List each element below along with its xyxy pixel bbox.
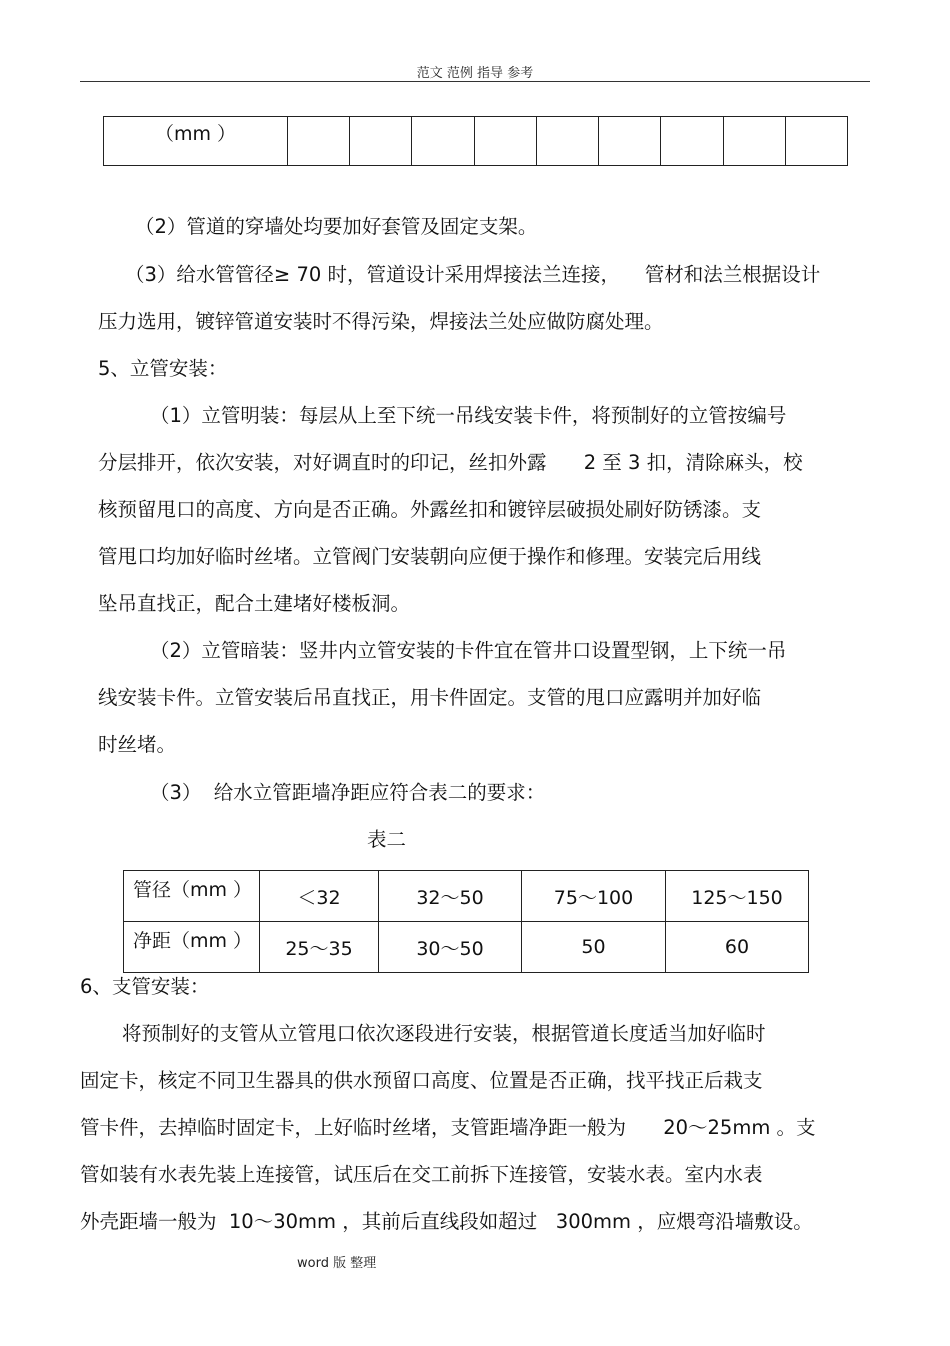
table-cell (350, 117, 412, 166)
paragraph-line: 管甩口均加好临时丝堵。立管阀门安装朝向应便于操作和修理。安装完后用线 (98, 545, 762, 568)
paragraph-line: （1）立管明装：每层从上至下统一吊线安装卡件，将预制好的立管按编号 (150, 404, 787, 427)
paragraph-line: 分层排开，依次安装，对好调直时的印记，丝扣外露 2 至 3 扣，清除麻头，校 (98, 451, 803, 474)
table-row (104, 117, 848, 166)
table-cell (288, 117, 350, 166)
paragraph-line: 外壳距墙一般为 10～30mm ，其前后直线段如超过 300mm ，应煨弯沿墙敷设。 (80, 1210, 813, 1233)
table-header-cell: 管径（mm ） (124, 871, 260, 922)
paragraph-line: 坠吊直找正，配合土建堵好楼板洞。 (98, 592, 411, 615)
paragraph-line: 线安装卡件。立管安装后吊直找正，用卡件固定。支管的甩口应露明并加好临 (98, 686, 762, 709)
header-divider (80, 81, 870, 82)
page-footer: word 版 整理 (297, 1256, 377, 1271)
paragraph-line: 核预留甩口的高度、方向是否正确。外露丝扣和镀锌层破损处刷好防锈漆。支 (98, 498, 762, 521)
section-heading: 6、支管安装： (80, 975, 210, 998)
section-heading: 5、立管安装： (98, 357, 228, 380)
paragraph-line: （3）给水管管径≥ 70 时，管道设计采用焊接法兰连接， 管材和法兰根据设计 (125, 263, 821, 286)
table-cell (474, 117, 536, 166)
table-header-cell: 净距（mm ） (124, 922, 260, 973)
paragraph-line: 时丝堵。 (98, 733, 177, 756)
table-cell (723, 117, 785, 166)
table-cell (785, 117, 847, 166)
table-cell: 32～50 (379, 871, 522, 922)
table-row (124, 922, 809, 973)
paragraph-line: 固定卡，核定不同卫生器具的供水预留口高度、位置是否正确，找平找正后栽支 (80, 1069, 763, 1092)
paragraph-line: 管卡件，去掉临时固定卡，上好临时丝堵，支管距墙净距一般为 20～25mm 。支 (80, 1116, 816, 1139)
table-cell (536, 117, 598, 166)
table-cell: ＜32 (260, 871, 379, 922)
paragraph-line: 压力选用，镀锌管道安装时不得污染，焊接法兰处应做防腐处理。 (98, 310, 664, 333)
paragraph-line: 将预制好的支管从立管甩口依次逐段进行安装，根据管道长度适当加好临时 (122, 1022, 766, 1045)
continued-table (103, 116, 848, 166)
table-cell: 125～150 (666, 871, 809, 922)
table-cell: 30～50 (379, 922, 522, 973)
table-cell: 75～100 (522, 871, 666, 922)
table-cell: 25～35 (260, 922, 379, 973)
paragraph-line: （2）立管暗装：竖井内立管安装的卡件宜在管井口设置型钢，上下统一吊 (150, 639, 787, 662)
table-cell (599, 117, 661, 166)
paragraph-line: 管如装有水表先装上连接管，试压后在交工前拆下连接管，安装水表。室内水表 (80, 1163, 763, 1186)
table-cell (661, 117, 723, 166)
table-cell (412, 117, 474, 166)
page-header: 范文 范例 指导 参考 (416, 66, 534, 81)
table-row (124, 871, 809, 922)
paragraph-line: （2）管道的穿墙处均要加好套管及固定支架。 (135, 215, 538, 238)
table-caption: 表二 (367, 828, 407, 851)
paragraph-line: （3） 给水立管距墙净距应符合表二的要求： (150, 781, 546, 804)
table-cell: 60 (666, 922, 809, 973)
clearance-table (123, 870, 809, 973)
table-cell: 50 (522, 922, 666, 973)
table-cell-unit: （mm ） (104, 117, 288, 166)
